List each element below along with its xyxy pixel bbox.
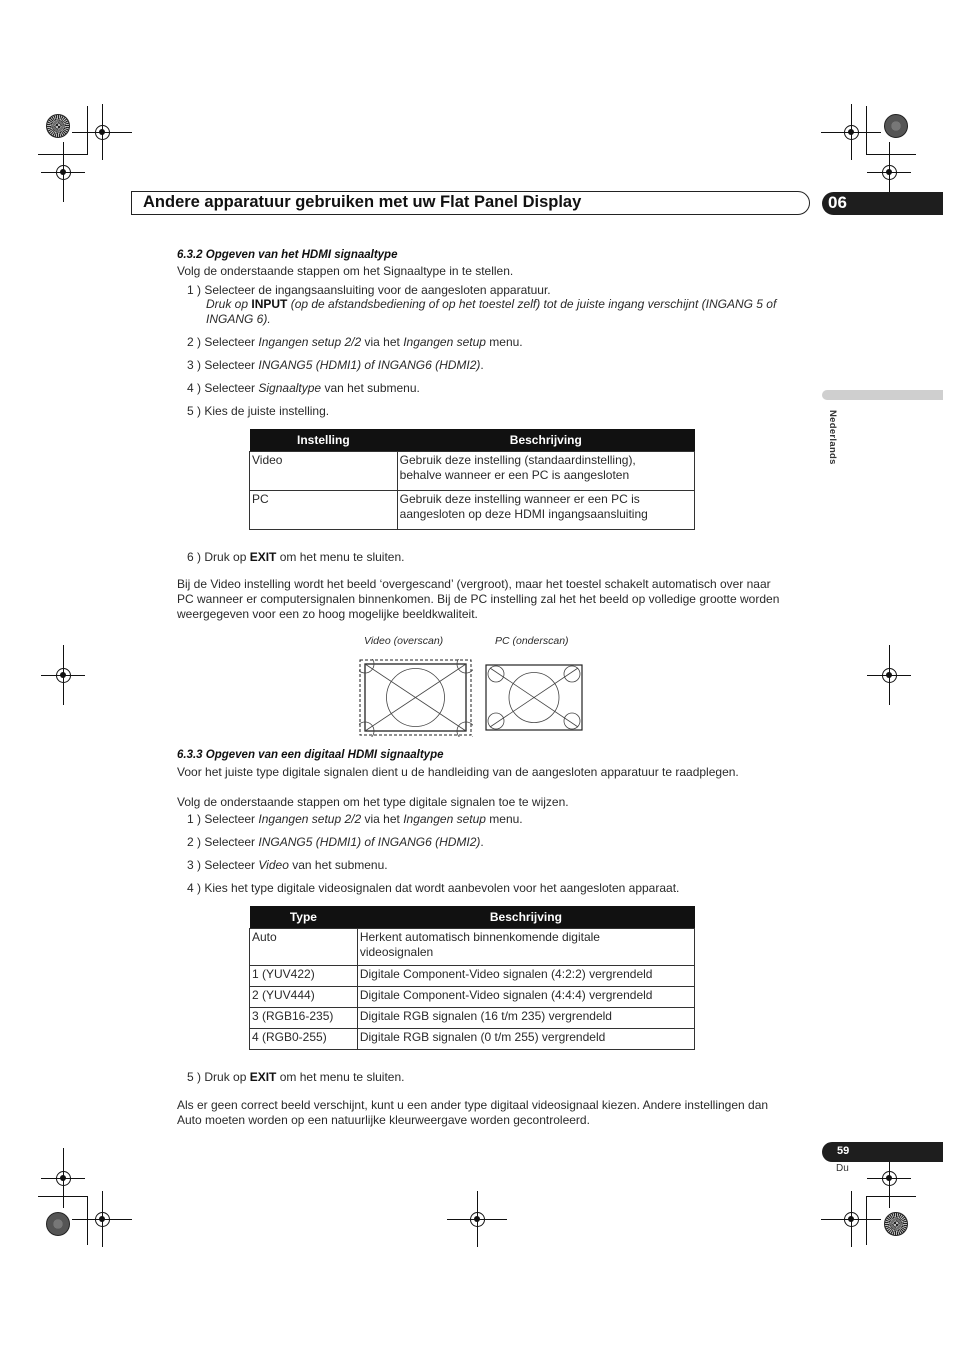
table-cell: Gebruik deze instelling (standaardinstelling), behalve wanneer er een PC is aangesloten: [397, 452, 694, 491]
step-4: 4 ) Selecteer Signaaltype van het submenu.: [187, 381, 420, 395]
step-1: 1 ) Selecteer de ingangsaansluiting voor de aangesloten apparatuur.: [187, 283, 551, 297]
step-3: 3 ) Selecteer Video van het submenu.: [187, 858, 388, 872]
step-5: 5 ) Kies de juiste instelling.: [187, 404, 330, 418]
language-label: Nederlands: [827, 410, 838, 465]
overscan-diagram: [359, 659, 473, 737]
registration-disc-icon: [884, 1212, 908, 1236]
table-row: [250, 929, 695, 966]
registration-disc-icon: [884, 114, 908, 138]
figure-label-video: Video (overscan): [364, 635, 444, 647]
figure-label-pc: PC (onderscan): [495, 635, 569, 647]
table-cell: Digitale Component-Video signalen (4:4:4) vergrendeld: [357, 987, 694, 1008]
signal-type-table: [249, 429, 695, 530]
step-6: 6 ) Druk op EXIT om het menu te sluiten.: [187, 550, 405, 564]
underscan-diagram: [485, 664, 584, 732]
digital-type-table: [249, 906, 695, 1050]
table-row: [250, 452, 695, 491]
step-4: 4 ) Kies het type digitale videosignalen dat wordt aanbevolen voor het aangesloten apparaat.: [187, 881, 680, 895]
chapter-badge: [822, 192, 943, 215]
intro-text: Volg de onderstaande stappen om het type digitale signalen toe te wijzen.: [177, 795, 569, 809]
paragraph-line: Bij de Video instelling wordt het beeld ‘overgescand’ (vergroot), maar het toestel schakelt automatisch over naar: [177, 577, 771, 591]
step-2: 2 ) Selecteer Ingangen setup 2/2 via het Ingangen setup menu.: [187, 335, 523, 349]
section-heading: 6.3.3 Opgeven van een digitaal HDMI signaaltype: [177, 749, 444, 761]
table-cell: Gebruik deze instelling wanneer er een PC is aangesloten op deze HDMI ingangsaansluiting: [397, 491, 694, 530]
table-row: [250, 491, 695, 530]
table-header-row: [250, 906, 695, 929]
paragraph-line: PC wanneer er computersignalen binnenkomen. Bij de PC instelling zal het het beeld op volledige grootte worden: [177, 592, 780, 606]
registration-disc-icon: [46, 1212, 70, 1236]
table-row: [250, 987, 695, 1008]
table-cell: 1 (YUV422): [250, 966, 358, 987]
chapter-number: 06: [828, 193, 847, 212]
language-tab: [822, 390, 943, 400]
paragraph-line: weergegeven voor een zo hoog mogelijke beeldkwaliteit.: [177, 607, 478, 621]
table-row: [250, 1008, 695, 1029]
section-heading: 6.3.2 Opgeven van het HDMI signaaltype: [177, 249, 398, 261]
page-number-badge: [822, 1142, 943, 1162]
table-row: [250, 1029, 695, 1050]
paragraph-line: Als er geen correct beeld verschijnt, kunt u een ander type digitaal videosignaal kiezen. Andere instellingen dan: [177, 1098, 769, 1112]
step-1: 1 ) Selecteer Ingangen setup 2/2 via het Ingangen setup menu.: [187, 812, 523, 826]
table-cell: 3 (RGB16-235): [250, 1008, 358, 1029]
table-cell: Digitale RGB signalen (0 t/m 255) vergrendeld: [357, 1029, 694, 1050]
step-1-detail-cont: INGANG 6).: [206, 312, 271, 326]
registration-disc-icon: [46, 114, 70, 138]
step-5: 5 ) Druk op EXIT om het menu te sluiten.: [187, 1070, 405, 1084]
table-cell: Digitale RGB signalen (16 t/m 235) vergrendeld: [357, 1008, 694, 1029]
step-1-detail: Druk op INPUT (op de afstandsbediening of op het toestel zelf) tot de juiste ingang verschijnt (INGANG 5 of: [206, 297, 777, 311]
column-header: Instelling: [250, 429, 398, 452]
page-title: Andere apparatuur gebruiken met uw Flat Panel Display: [143, 193, 582, 211]
table-cell: 2 (YUV444): [250, 987, 358, 1008]
table-cell: PC: [250, 491, 398, 530]
page-language: Du: [836, 1163, 849, 1174]
table-header-row: [250, 429, 695, 452]
table-cell: Digitale Component-Video signalen (4:2:2) vergrendeld: [357, 966, 694, 987]
table-cell: Auto: [250, 929, 358, 966]
paragraph-line: Auto moeten worden op een natuurlijke kleurweergave worden gecontroleerd.: [177, 1113, 590, 1127]
intro-text: Voor het juiste type digitale signalen dient u de handleiding van de aangesloten apparatuur te raadplegen.: [177, 765, 739, 779]
step-3: 3 ) Selecteer INGANG5 (HDMI1) of INGANG6 (HDMI2).: [187, 358, 484, 372]
column-header: Type: [250, 906, 358, 929]
intro-text: Volg de onderstaande stappen om het Signaaltype in te stellen.: [177, 264, 514, 278]
step-2: 2 ) Selecteer INGANG5 (HDMI1) of INGANG6 (HDMI2).: [187, 835, 484, 849]
page-number: 59: [837, 1145, 850, 1157]
column-header: Beschrijving: [357, 906, 694, 929]
table-cell: 4 (RGB0-255): [250, 1029, 358, 1050]
table-cell: Herkent automatisch binnenkomende digitale videosignalen: [357, 929, 694, 966]
table-row: [250, 966, 695, 987]
column-header: Beschrijving: [397, 429, 694, 452]
table-cell: Video: [250, 452, 398, 491]
